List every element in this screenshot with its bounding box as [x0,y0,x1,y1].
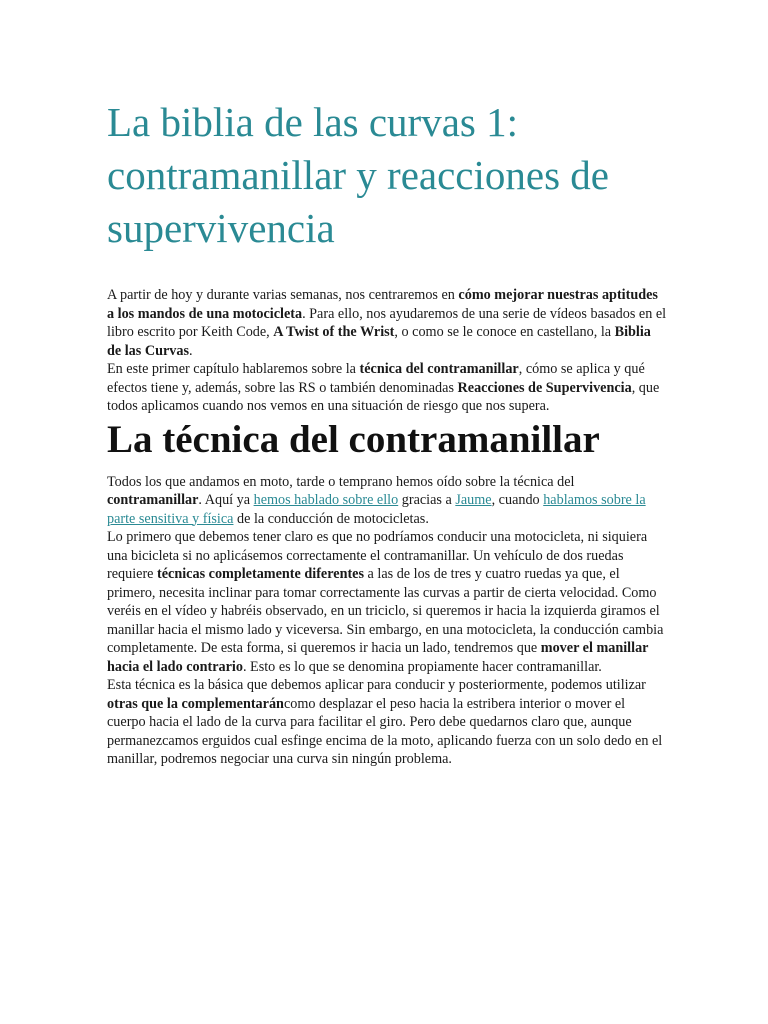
text-run: Lo primero que debemos tener claro es que no podríamos conducir una motocicleta, ni siquiera una bicicleta si no aplicásemos correctamente el contramanillar. Un vehículo de dos ruedas requiere [107,529,648,582]
bold-text: cómo mejorar nuestras aptitudes a los mandos de una motocicleta [107,287,658,322]
page-title: La biblia de las curvas 1: contramanillar y reacciones de supervivencia [107,99,609,251]
section-paragraph-3 [107,676,667,769]
text-run: . Esto es lo que se denomina propiamente hacer contramanillar. [242,658,602,675]
bold-text: Biblia de las Curvas [107,324,651,359]
bold-text: mover el manillar hacia el lado contrario [107,640,649,675]
section-paragraph-1 [107,473,667,529]
text-run: gracias a [398,492,456,508]
text-run: de la conducción de motocicletas. [233,510,429,527]
intro-paragraph-2 [107,360,667,416]
bold-text: técnicas completamente diferentes [157,566,364,582]
text-run: a las de los de tres y cuatro ruedas ya que, el primero, necesita inclinar para tomar correctamente las curvas a partir de cierta velocidad. Como veréis en el vídeo y habréis observado, en un triciclo, si queremos ir hacia la izquierda giramos el manillar hacia el mismo lado y viceversa. Sin embargo, en una motocicleta, la conducción cambia completamente. De esta forma, si queremos ir hacia un lado, tendremos que [107,566,664,656]
text-run: A partir de hoy y durante varias semanas, nos centraremos en [107,287,459,303]
text-run: . Aquí ya [198,492,254,508]
text-run: . Para ello, nos ayudaremos de una serie de vídeos basados en el libro escrito por Keith Code, [107,305,667,340]
section-paragraph-2 [107,528,667,676]
text-run: , cómo se aplica y qué efectos tiene y, además, sobre las RS o también denominadas [107,361,645,396]
document-page [107,96,667,769]
section-heading: La técnica del contramanillar [107,417,600,461]
link-parte-sensitiva[interactable]: hablamos sobre la parte sensitiva y física [107,492,646,527]
text-run: . [188,342,193,359]
bold-text: técnica del contramanillar [359,361,519,377]
link-jaume[interactable]: Jaume [455,492,492,508]
text-run: , o como se le conoce en castellano, la [394,324,615,340]
text-run: , que todos aplicamos cuando nos vemos en una situación de riesgo que nos supera. [107,379,660,414]
text-run: , cuando [491,492,544,508]
bold-text: Reacciones de Supervivencia [457,379,632,396]
text-run: En este primer capítulo hablaremos sobre la [107,361,360,377]
text-run: Esta técnica es la básica que debemos aplicar para conducir y posteriormente, podemos utilizar [107,677,646,693]
bold-text: otras que la complementarán [107,695,284,712]
bold-text: A Twist of the Wrist [273,324,395,340]
text-run: Todos los que andamos en moto, tarde o temprano hemos oído sobre la técnica del [107,473,575,490]
bold-text: contramanillar [107,492,199,508]
intro-paragraph-1 [107,286,667,360]
text-run: como desplazar el peso hacia la estribera interior o mover el cuerpo hacia el lado de la curva para facilitar el giro. Pero debe quedarnos claro que, aunque permanezcamos erguidos cual esfinge encima de la moto, aplicando fuerza con un solo dedo en el manillar, podremos negociar una curva sin ningún problema. [107,695,663,767]
link-hemos-hablado[interactable]: hemos hablado sobre ello [253,492,399,508]
